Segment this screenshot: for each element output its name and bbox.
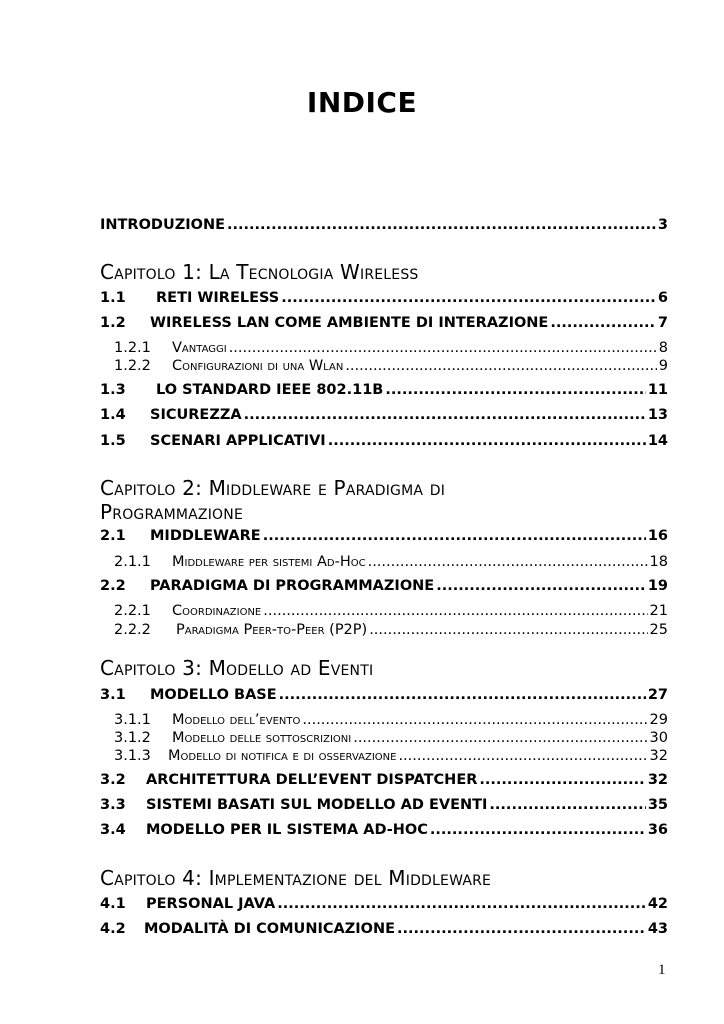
- toc-entry-page: 19: [647, 578, 668, 594]
- toc-entry-page: 29: [649, 712, 668, 728]
- toc-leader-dots: [368, 554, 648, 570]
- toc-entry-label: Modello di notifica e di osservazione: [168, 748, 397, 764]
- toc-entry-label: SCENARI APPLICATIVI: [150, 433, 326, 449]
- toc-leader-dots: [436, 578, 646, 594]
- toc-leader-dots: [281, 290, 656, 306]
- toc-leader-dots: [430, 822, 646, 838]
- toc-leader-dots: [398, 748, 647, 764]
- toc-entry[interactable]: [100, 921, 668, 941]
- toc-entry[interactable]: [100, 407, 668, 427]
- toc-leader-dots: [397, 921, 646, 937]
- toc-subentry[interactable]: [114, 554, 668, 574]
- toc-entry-label: RETI WIRELESS: [156, 290, 280, 306]
- toc-leader-dots: [227, 217, 656, 233]
- chapter-heading: Capitolo 3: Modello ad Eventi: [100, 656, 374, 680]
- toc-leader-dots: [489, 797, 645, 813]
- toc-entry-label: SISTEMI BASATI SUL MODELLO AD EVENTI: [146, 797, 488, 813]
- toc-entry-number: 1.2.1: [114, 340, 151, 356]
- toc-entry-number: 3.3: [100, 797, 126, 813]
- toc-subentry[interactable]: [114, 358, 668, 378]
- toc-entry[interactable]: [100, 578, 668, 598]
- toc-entry-introduzione[interactable]: [100, 217, 668, 237]
- toc-entry[interactable]: [100, 433, 668, 453]
- toc-entry-page: 13: [647, 407, 668, 423]
- toc-leader-dots: [353, 730, 647, 746]
- chapter-heading: Capitolo 4: Implementazione del Middleware: [100, 866, 492, 890]
- toc-entry-number: 3.2: [100, 772, 126, 788]
- toc-entry-number: 3.1: [100, 687, 126, 703]
- toc-entry-number: 3.1.2: [114, 730, 151, 746]
- toc-entry-label: Modello dell’evento: [172, 712, 301, 728]
- toc-leader-dots: [345, 358, 656, 374]
- toc-entry-label: MODELLO PER IL SISTEMA AD-HOC: [146, 822, 428, 838]
- toc-leader-dots: [263, 603, 647, 619]
- toc-entry-page: 36: [647, 822, 668, 838]
- toc-entry[interactable]: [100, 797, 668, 817]
- toc-leader-dots: [244, 407, 646, 423]
- toc-leader-dots: [479, 772, 645, 788]
- toc-entry-page: 30: [649, 730, 668, 746]
- toc-entry[interactable]: [100, 687, 668, 707]
- toc-entry-page: 35: [647, 797, 668, 813]
- toc-entry-page: 6: [657, 290, 668, 306]
- toc-entry-number: 1.1: [100, 290, 126, 306]
- toc-entry-label: MODELLO BASE: [150, 687, 277, 703]
- toc-subentry[interactable]: [114, 712, 668, 732]
- toc-entry-page: 27: [647, 687, 668, 703]
- toc-entry-label: LO STANDARD IEEE 802.11B: [156, 382, 384, 398]
- chapter-heading: Capitolo 2: Middleware e Paradigma di Programmazione: [100, 476, 446, 524]
- toc-entry-label: PERSONAL JAVA: [146, 896, 276, 912]
- toc-entry-number: 3.1.1: [114, 712, 151, 728]
- toc-subentry[interactable]: [114, 603, 668, 623]
- toc-entry-page: 9: [658, 358, 668, 374]
- toc-subentry[interactable]: [114, 622, 668, 642]
- toc-entry-page: 42: [647, 896, 668, 912]
- toc-entry-number: 1.2: [100, 315, 126, 331]
- toc-entry-number: 4.2: [100, 921, 126, 937]
- page-title: INDICE: [306, 86, 418, 119]
- toc-entry-page: 11: [647, 382, 668, 398]
- toc-subentry[interactable]: [114, 748, 668, 768]
- toc-entry[interactable]: [100, 528, 668, 548]
- toc-entry-number: 1.4: [100, 407, 126, 423]
- toc-entry-label: PARADIGMA DI PROGRAMMAZIONE: [150, 578, 435, 594]
- toc-leader-dots: [328, 433, 646, 449]
- toc-entry-page: 16: [647, 528, 668, 544]
- toc-entry-page: 14: [647, 433, 668, 449]
- toc-entry-number: 2.2: [100, 578, 126, 594]
- toc-entry-number: 2.2.1: [114, 603, 151, 619]
- toc-entry-label: Middleware per sistemi Ad-Hoc: [172, 554, 366, 570]
- toc-entry[interactable]: [100, 290, 668, 310]
- toc-entry-page: 25: [649, 622, 668, 638]
- toc-entry-label: SICUREZZA: [150, 407, 242, 423]
- toc-entry-number: 2.1.1: [114, 554, 151, 570]
- toc-entry-label: INTRODUZIONE: [100, 217, 225, 233]
- toc-leader-dots: [277, 896, 646, 912]
- toc-entry-number: 2.2.2: [114, 622, 151, 638]
- toc-leader-dots: [302, 712, 647, 728]
- toc-subentry[interactable]: [114, 340, 668, 360]
- toc-entry-label: Configurazioni di una Wlan: [172, 358, 344, 374]
- toc-entry[interactable]: [100, 772, 668, 792]
- toc-entry[interactable]: [100, 822, 668, 842]
- page-number: 1: [658, 962, 666, 978]
- toc-entry-label: Coordinazione: [172, 603, 262, 619]
- toc-entry-label: WIRELESS LAN COME AMBIENTE DI INTERAZIONE: [150, 315, 549, 331]
- toc-entry-number: 2.1: [100, 528, 126, 544]
- toc-entry-number: 3.1.3: [114, 748, 151, 764]
- toc-entry[interactable]: [100, 315, 668, 335]
- toc-leader-dots: [385, 382, 645, 398]
- toc-entry-page: 3: [657, 217, 668, 233]
- chapter-heading: Capitolo 1: La Tecnologia Wireless: [100, 260, 419, 284]
- toc-entry-page: 21: [649, 603, 668, 619]
- toc-leader-dots: [550, 315, 656, 331]
- toc-entry-label: ARCHITETTURA DELL’EVENT DISPATCHER: [146, 772, 478, 788]
- toc-entry-label: Vantaggi: [172, 340, 227, 356]
- toc-entry-page: 18: [649, 554, 668, 570]
- toc-entry[interactable]: [100, 382, 668, 402]
- toc-entry-label: MODALITÀ DI COMUNICAZIONE: [144, 921, 396, 937]
- toc-leader-dots: [263, 528, 646, 544]
- toc-entry-label: Paradigma Peer-to-Peer (P2P): [176, 622, 368, 638]
- toc-leader-dots: [369, 622, 647, 638]
- toc-entry-number: 4.1: [100, 896, 126, 912]
- toc-subentry[interactable]: [114, 730, 668, 750]
- toc-entry-label: MIDDLEWARE: [150, 528, 261, 544]
- toc-entry-number: 1.5: [100, 433, 126, 449]
- toc-entry-label: Modello delle sottoscrizioni: [172, 730, 352, 746]
- toc-entry-page: 8: [658, 340, 668, 356]
- toc-entry-number: 1.3: [100, 382, 126, 398]
- toc-leader-dots: [229, 340, 657, 356]
- toc-entry-page: 32: [649, 748, 668, 764]
- toc-entry-number: 3.4: [100, 822, 126, 838]
- toc-entry-page: 43: [647, 921, 668, 937]
- toc-entry-page: 32: [647, 772, 668, 788]
- toc-entry-page: 7: [657, 315, 668, 331]
- toc-entry-number: 1.2.2: [114, 358, 151, 374]
- toc-entry[interactable]: [100, 896, 668, 916]
- toc-leader-dots: [279, 687, 646, 703]
